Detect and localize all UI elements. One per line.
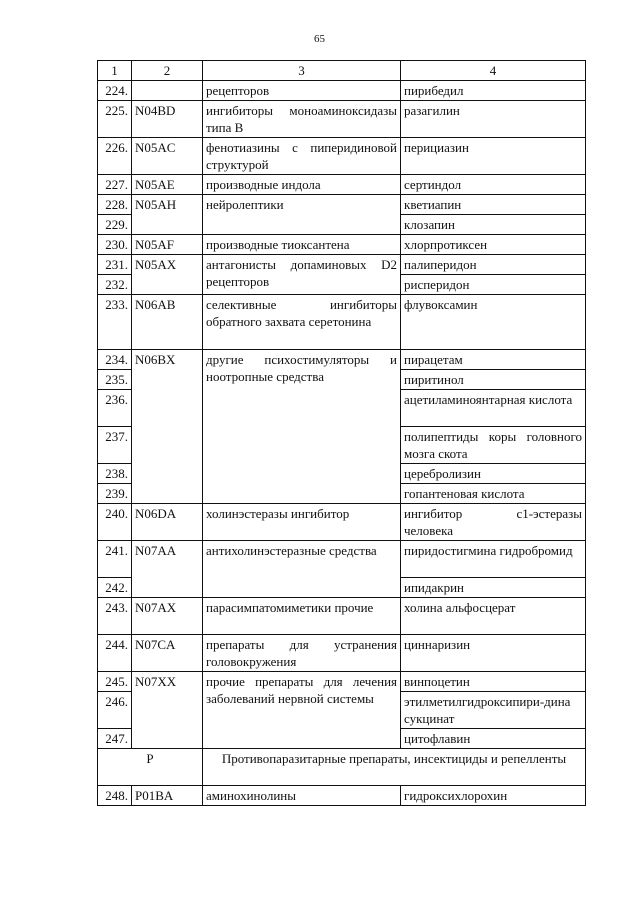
group-cell: аминохинолины xyxy=(203,786,401,806)
row-number: 237. xyxy=(98,427,132,464)
atc-code-cell xyxy=(132,81,203,101)
atc-code-cell: N05AE xyxy=(132,175,203,195)
atc-code-cell: N05AH xyxy=(132,195,203,235)
table-row xyxy=(98,81,586,101)
drug-cell: ингибитор с1-эстеразы человека xyxy=(401,504,586,541)
group-cell: прочие препараты для лечения заболеваний нервной системы xyxy=(203,672,401,749)
drug-cell: кветиапин xyxy=(401,195,586,215)
atc-code-cell: N04BD xyxy=(132,101,203,138)
row-number: 225. xyxy=(98,101,132,138)
table-row xyxy=(98,255,586,275)
table-header-row xyxy=(98,61,586,81)
row-number: 227. xyxy=(98,175,132,195)
header-col-drug: 4 xyxy=(401,61,586,81)
atc-code-cell: N07AA xyxy=(132,541,203,598)
group-cell: препараты для устранения головокружения xyxy=(203,635,401,672)
section-title: Противопаразитарные препараты, инсектициды и репелленты xyxy=(203,749,586,786)
atc-code-cell: N07XX xyxy=(132,672,203,749)
row-number: 245. xyxy=(98,672,132,692)
group-cell: производные тиоксантена xyxy=(203,235,401,255)
drug-cell: полипептиды коры головного мозга скота xyxy=(401,427,586,464)
drug-cell: клозапин xyxy=(401,215,586,235)
atc-code-cell: N05AX xyxy=(132,255,203,295)
table-row xyxy=(98,195,586,215)
drug-cell: циннаризин xyxy=(401,635,586,672)
row-number: 235. xyxy=(98,370,132,390)
row-number: 243. xyxy=(98,598,132,635)
row-number: 234. xyxy=(98,350,132,370)
drug-cell: ипидакрин xyxy=(401,578,586,598)
drug-cell: пирацетам xyxy=(401,350,586,370)
group-cell: антихолинэстеразные средства xyxy=(203,541,401,598)
table-row xyxy=(98,786,586,806)
group-cell: холинэстеразы ингибитор xyxy=(203,504,401,541)
atc-code-cell: N07CA xyxy=(132,635,203,672)
drug-classification-table xyxy=(97,60,586,806)
drug-cell: гидроксихлорохин xyxy=(401,786,586,806)
drug-cell: разагилин xyxy=(401,101,586,138)
group-cell: рецепторов xyxy=(203,81,401,101)
drug-cell: пирибедил xyxy=(401,81,586,101)
row-number: 232. xyxy=(98,275,132,295)
drug-cell: хлорпротиксен xyxy=(401,235,586,255)
section-letter: P xyxy=(98,749,203,786)
table-row xyxy=(98,235,586,255)
table-row xyxy=(98,295,586,350)
drug-cell: пиридостигмина гидробромид xyxy=(401,541,586,578)
drug-cell: гопантеновая кислота xyxy=(401,484,586,504)
row-number: 244. xyxy=(98,635,132,672)
table-row xyxy=(98,598,586,635)
table-row xyxy=(98,175,586,195)
atc-code-cell: P01BA xyxy=(132,786,203,806)
drug-cell: этилметилгидроксипири-дина сукцинат xyxy=(401,692,586,729)
drug-cell: рисперидон xyxy=(401,275,586,295)
table-row xyxy=(98,101,586,138)
drug-cell: холина альфосцерат xyxy=(401,598,586,635)
drug-cell: флувоксамин xyxy=(401,295,586,350)
drug-cell: церебролизин xyxy=(401,464,586,484)
atc-code-cell: N05AC xyxy=(132,138,203,175)
drug-cell: цитофлавин xyxy=(401,729,586,749)
row-number: 226. xyxy=(98,138,132,175)
row-number: 233. xyxy=(98,295,132,350)
drug-cell: ацетиламиноянтарная кислота xyxy=(401,390,586,427)
group-cell: производные индола xyxy=(203,175,401,195)
drug-cell: пиритинол xyxy=(401,370,586,390)
row-number: 224. xyxy=(98,81,132,101)
row-number: 239. xyxy=(98,484,132,504)
table-row xyxy=(98,635,586,672)
row-number: 229. xyxy=(98,215,132,235)
row-number: 248. xyxy=(98,786,132,806)
row-number: 238. xyxy=(98,464,132,484)
atc-code-cell: N06BX xyxy=(132,350,203,504)
group-cell: парасимпатомиметики прочие xyxy=(203,598,401,635)
header-col-number: 1 xyxy=(98,61,132,81)
row-number: 231. xyxy=(98,255,132,275)
atc-code-cell: N05AF xyxy=(132,235,203,255)
row-number: 241. xyxy=(98,541,132,578)
drug-cell: винпоцетин xyxy=(401,672,586,692)
atc-code-cell: N06DA xyxy=(132,504,203,541)
header-col-group: 3 xyxy=(203,61,401,81)
drug-cell: перициазин xyxy=(401,138,586,175)
table-row xyxy=(98,350,586,370)
section-header-row xyxy=(98,749,586,786)
drug-cell: сертиндол xyxy=(401,175,586,195)
row-number: 240. xyxy=(98,504,132,541)
group-cell: ингибиторы моноаминоксидазы типа B xyxy=(203,101,401,138)
group-cell: нейролептики xyxy=(203,195,401,235)
row-number: 246. xyxy=(98,692,132,729)
group-cell: селективные ингибиторы обратного захвата серетонина xyxy=(203,295,401,350)
row-number: 230. xyxy=(98,235,132,255)
group-cell: антагонисты допаминовых D2 рецепторов xyxy=(203,255,401,295)
table-row xyxy=(98,672,586,692)
table-row xyxy=(98,504,586,541)
header-col-code: 2 xyxy=(132,61,203,81)
atc-code-cell: N07AX xyxy=(132,598,203,635)
row-number: 247. xyxy=(98,729,132,749)
page-number: 65 xyxy=(314,33,325,45)
atc-code-cell: N06AB xyxy=(132,295,203,350)
group-cell: фенотиазины с пиперидиновой структурой xyxy=(203,138,401,175)
row-number: 228. xyxy=(98,195,132,215)
row-number: 242. xyxy=(98,578,132,598)
table-row xyxy=(98,138,586,175)
group-cell: другие психостимуляторы и ноотропные средства xyxy=(203,350,401,504)
row-number: 236. xyxy=(98,390,132,427)
drug-cell: палиперидон xyxy=(401,255,586,275)
table-row xyxy=(98,541,586,578)
